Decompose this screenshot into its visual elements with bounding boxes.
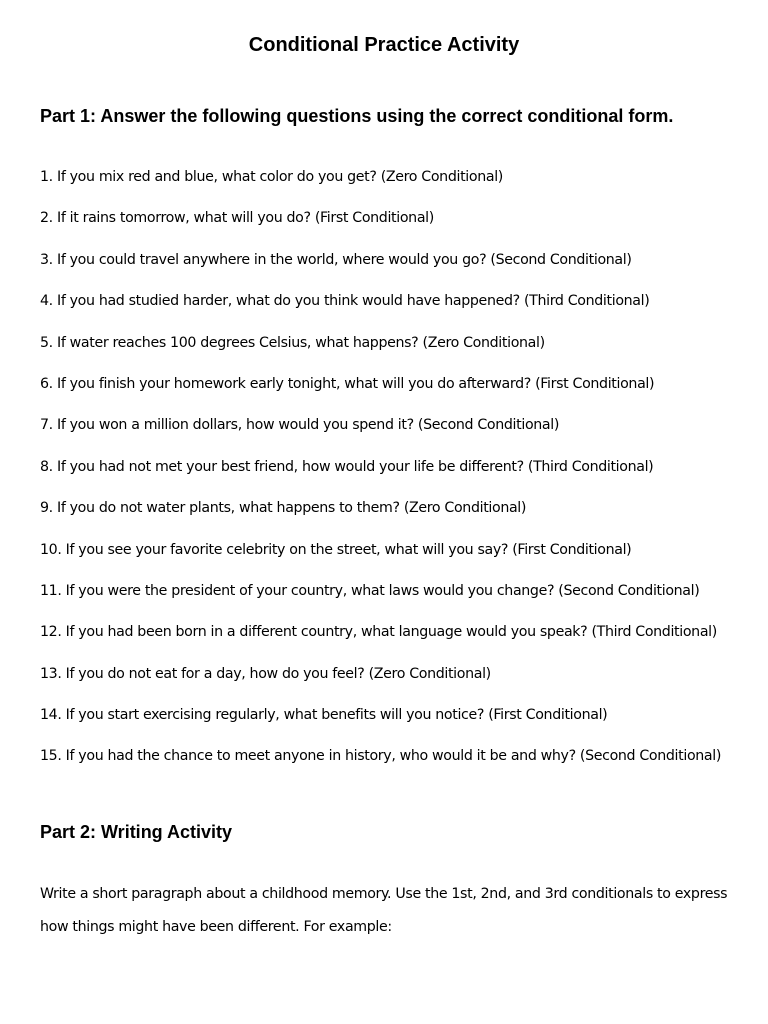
part1-heading: Part 1: Answer the following questions using the correct conditional form. (40, 106, 674, 126)
question-item: 7. If you won a million dollars, how would you spend it? (Second Conditional) (40, 417, 560, 434)
question-item: 10. If you see your favorite celebrity on the street, what will you say? (First Conditional) (40, 541, 632, 558)
question-item: 2. If it rains tomorrow, what will you do? (First Conditional) (40, 210, 434, 227)
question-item: 12. If you had been born in a different country, what language would you speak? (Third Conditional) (40, 624, 717, 641)
question-list (40, 166, 740, 787)
question-item: 3. If you could travel anywhere in the world, where would you go? (Second Conditional) (40, 251, 632, 268)
question-item: 1. If you mix red and blue, what color do you get? (Zero Conditional) (40, 169, 503, 185)
page-title: Conditional Practice Activity (248, 34, 520, 56)
question-item: 4. If you had studied harder, what do you think would have happened? (Third Conditional) (40, 293, 650, 310)
question-item: 14. If you start exercising regularly, what benefits will you notice? (First Conditional) (40, 707, 608, 724)
question-item: 5. If water reaches 100 degrees Celsius, what happens? (Zero Conditional) (40, 334, 545, 351)
writing-instructions: Write a short paragraph about a childhood memory. Use the 1st, 2nd, and 3rd conditionals to express how things might have been different. For example: (40, 886, 728, 935)
question-item: 8. If you had not met your best friend, how would your life be different? (Third Conditional) (40, 458, 654, 475)
question-item: 9. If you do not water plants, what happens to them? (Zero Conditional) (40, 500, 527, 517)
question-item: 6. If you finish your homework early tonight, what will you do afterward? (First Conditional) (40, 375, 655, 392)
question-item: 15. If you had the chance to meet anyone in history, who would it be and why? (Second Conditional) (40, 748, 722, 765)
question-item: 13. If you do not eat for a day, how do you feel? (Zero Conditional) (40, 665, 491, 682)
question-item: 11. If you were the president of your country, what laws would you change? (Second Conditional) (40, 582, 700, 599)
part2-heading: Part 2: Writing Activity (40, 822, 233, 842)
